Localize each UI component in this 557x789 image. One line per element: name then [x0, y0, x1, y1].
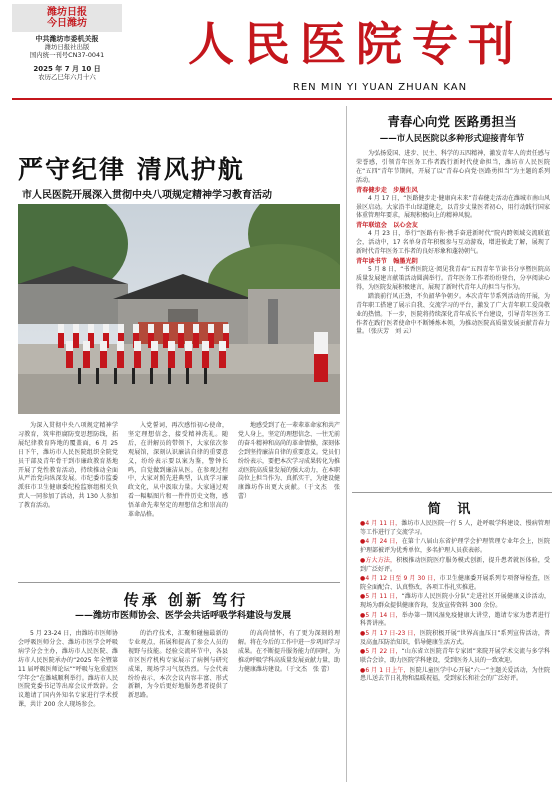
right-intro: 为弘扬爱国、进步、民主、科学的五四精神，激发青年人的责任感与荣誉感，引领青年医务工作者践行新时代使命担当，潍坊市人民医院在“五四”青年节期间，开展了以“青春心向党·医路勇担当”为主题的系列活动。: [356, 150, 550, 184]
section-divider: [18, 582, 340, 583]
brief-item: [360, 667, 550, 685]
section2-headline: 传承 创新 笃行: [123, 591, 249, 609]
brief-date: ●4 月 24 日，: [360, 538, 402, 546]
brief-item: [360, 557, 550, 575]
masthead-title: 人民医院专刊: [188, 17, 524, 71]
brief-date: ●6 月 1 日上午，: [360, 666, 410, 674]
lead-headline: 严守纪律 清风护航: [18, 155, 245, 184]
section2-col-2: 的治疗技术，汇聚和碰撞最新的专业观点，拓展和提高了参会人员的视野与技能。经验交流环节中，各县市区医疗机构专家展示了病例与研究成果，现场学习气氛热烈。与会代表纷纷表示，本次会议内容丰富、形式新颖，为今后更好地服务患者提供了新思路。: [128, 630, 228, 700]
section2-col-1: 5 月 23-24 日，由潍坊市医师协会呼吸医师分会、潍坊市医学会呼吸病学分会主办，潍坊市人民医院、潍坊市人民医院承办的“2025 年全暨第 11 届呼吸医师论坛”“呼吸与危重症医学年会”在潍城顺利举行。潍坊市人民医院党委书记等出席会议并致辞。会议邀请了国内外知名专家进行学术授课，共计 200 余人现场参会。: [18, 630, 118, 709]
brief-text: 在第十八届山东省护理学会护理管理专业年会上，医院护理部被评为优秀单位，多名护理人员获表彰。: [360, 538, 550, 555]
brief-item: [360, 538, 550, 556]
masthead-rule: [12, 98, 552, 100]
masthead-info: [12, 4, 122, 81]
brief-item: [360, 630, 550, 648]
section2-subhead: ——潍坊市医师协会、医学会共话呼吸学科建设与发展: [74, 611, 291, 621]
section2-col-3: 的高尚情怀，有了更为深刻的理解。将在今后的工作中进一步巩固学习成果。在不断提升服务能力的同时，为推动呼吸学科高质量发展贡献力量，助力健康潍坊建设。（于文杰 张 蕾）: [238, 630, 341, 673]
brief-date: ●方大方法，: [360, 556, 397, 564]
brief-item: [360, 648, 550, 666]
logo-line2: 今日潍坊: [47, 18, 87, 29]
brief-date: ●5 月 14 日，: [360, 611, 402, 619]
right-subhead: ——市人民医院以多种形式迎接青年节: [379, 134, 525, 144]
brief-item: [360, 612, 550, 630]
brief-date: ●5 月 22 日，: [360, 648, 402, 656]
lunar-date: 农历乙巳年六月十六: [38, 73, 96, 81]
right-s2-text: 4 月 23 日，举行“医路有你·携手奋进新时代”院内跨领域交流联谊会，活动中，17 名单身青年积极参与互动游戏，增进彼此了解，展现了新时代青年医务工作者的良好形象和蓬勃朝气。: [356, 230, 550, 256]
brief-item: [360, 520, 550, 538]
brief-text: “潍坊市人民医院小分队”走进社区开展健康义诊活动，现场为群众提供健康咨询，发放宣传资料 300 余份。: [360, 593, 550, 610]
lead-photo: [18, 204, 340, 414]
right-s3-text: 5 月 8 日，“书香医院这·阅见我青春”五四青年节读书分享暨医院高质量发展建言献策活动圆满举行。青年医务工作者纷纷登台，分享阅读心得，为医院发展积极建言，展现了新时代青年人的担当与作为。: [356, 266, 550, 291]
column-divider: [346, 106, 347, 782]
lead-col-1: 为深入贯彻中央八项规定精神学习教育，筑牢拒腐防变思想防线，拓展纪律教育阵地的覆盖面，6 月 25 日下午，潍坊市人民医院组织全院党员干部及青年骨干到市廉政教育基地开展了党性教育活动，持续推动全面从严治党向纵深发展。市纪委市监委派驻市卫生健康委纪检监察组相关负责人一同参加了活动，共 130 人参加了教育活动。: [18, 422, 118, 510]
brief-item: [360, 575, 550, 593]
right-s1-title: 青春健步走 步履生风: [356, 186, 418, 194]
brief-text: 市卫生健康委开展系列专项督导检查，医院全面配合、认真整改，各项工作扎实推进。: [360, 574, 550, 591]
brief-date: ●4 月 11 日，: [360, 520, 402, 527]
lead-subhead: 市人民医院开展深入贯彻中央八项规定精神学习教育活动: [22, 190, 272, 201]
logo-line1: 潍坊日报: [47, 7, 87, 18]
brief-list: [360, 520, 550, 685]
brief-item: [360, 593, 550, 611]
sponsor-line: 中共潍坊市委机关报: [35, 35, 99, 43]
brief-text: 医院儿童医学中心开展“六一”主题关爱活动，为住院患儿送去节日礼物和温暖祝福，受到家长和社会的广泛好评。: [360, 666, 551, 683]
brief-date: ●5 月 11 日，: [360, 593, 402, 601]
brief-title: 简 讯: [427, 502, 477, 517]
brief-date: ●4 月 12 日至 9 月 30 日，: [360, 574, 440, 582]
brief-text: 积极推动医院医疗服务模式创新，提升患者就医体验，受到广泛好评。: [360, 556, 550, 573]
masthead-pinyin: REN MIN YI YUAN ZHUAN KAN: [292, 82, 468, 93]
lead-photo-illustration: [18, 204, 340, 414]
brief-date: ●5 月 17 日-23 日，: [360, 629, 420, 637]
right-body: [356, 150, 550, 490]
lead-col-2: 入党誓词，再次感悟初心使命，坚定理想信念，接受精神洗礼。随后，在讲解员的带领下，大家依次参观展馆，深刻认识廉洁自律的重要意义，纷纷表示要以案为鉴，警钟长鸣，自觉做到廉洁从医。在参观过程中，大家对照先进典型，认真学习廉政文化，从中汲取力量。大家通过观看一幅幅图片和一件件历史文物，感悟革命先辈坚定的理想信念和崇高的革命品格。: [128, 422, 228, 519]
brief-text: “山东省立医院青年专家团”来院开展学术交流与多学科联合会诊，助力医院学科建设，受到医务人员的一致欢迎。: [360, 648, 550, 665]
brief-text: 举办第一期风湿免疫健康大讲堂，邀请专家为患者进行科普讲座。: [360, 611, 550, 628]
issue-date: 2025 年 7 月 10 日: [33, 65, 101, 73]
right-s3-title: 青年读书节 翰墨光阴: [356, 258, 418, 266]
publisher-line: 潍坊日报社出版: [44, 43, 90, 51]
brief-text: 潍坊市人民医院一行 5 人，赴呼吸学科建设、慢病管理等工作进行了交流学习。: [360, 520, 550, 536]
brief-divider: [352, 492, 552, 493]
newspaper-logo: [12, 4, 122, 32]
right-s2-title: 青年联谊会 以心会友: [356, 222, 418, 230]
right-headline: 青春心向党 医路勇担当: [387, 114, 517, 129]
brief-text: 医院积极开展“世界高血压日”系列宣传活动，普及高血压防治知识，倡导健康生活方式。: [360, 629, 551, 646]
lead-col-3: 地感受到了在一辈辈革命家和共产党人身上，坚定的理想信念、一往无前的奋斗精神和高尚的革命情操，深刻体会到坚持廉洁自律的重要意义。党员们纷纷表示，要把本次学习成果转化为推动医院高质量发展的强大动力，在本职岗位上担当作为、真抓实干，为建设健康潍坊作出更大贡献。（于文杰 张 蕾）: [238, 422, 341, 501]
cn-number: 国内统一刊号CN37-0041: [29, 51, 105, 59]
right-s4-text: 踏浪前行风正劲，不负韶华争朝夕。本次青年节系列活动的开展，为青年职工搭建了展示自我、交流学习的平台，激发了广大青年职工爱岗敬业的热情。下一步，医院将持续深化青年成长平台建设，引导青年医务工作者在践行医者使命中不断锤炼本领，为推动医院高质量发展贡献青春力量。（张庆芳 刘 云）: [356, 292, 550, 336]
right-s1-text: 4 月 17 日，“医路健步走·健康向未来”青春健走活动在潍城市南山风景区启动。大家沿半山绿道健走，以青步丈量医者初心，用行动践行国家体重管理年要求，展现积极向上的精神风貌。: [356, 194, 550, 220]
